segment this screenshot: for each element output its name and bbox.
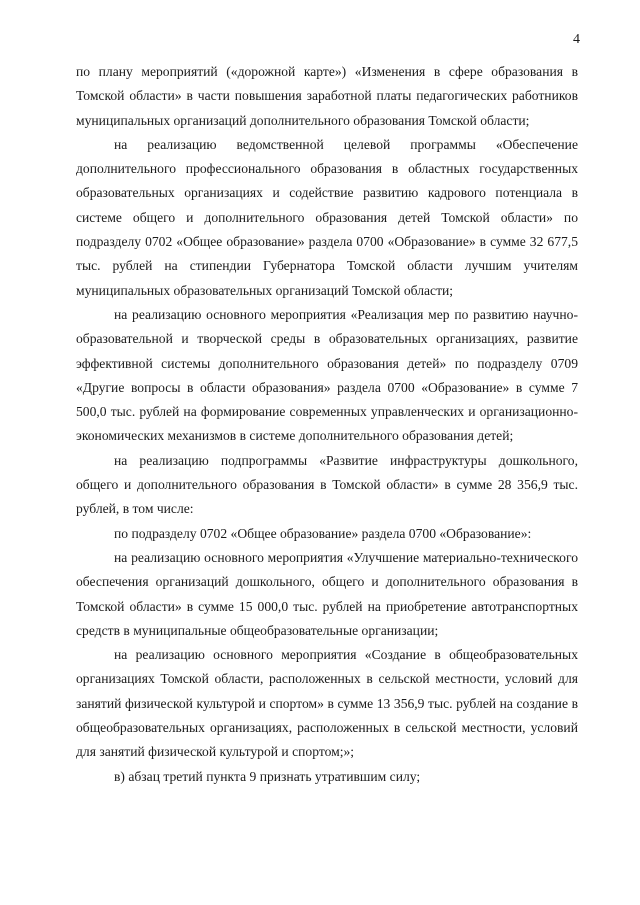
paragraph-subsection-0702: по подразделу 0702 «Общее образование» раздела 0700 «Образование»: — [114, 525, 532, 541]
paragraph-creative-environment: на реализацию основного мероприятия «Реализация мер по развитию научно-образовательной и творческой среды в образовательных организациях, развитие эффективной системы дополнительного образования детей» по подразделу 0709 «Другие вопросы в области образования» раздела 0700 «Образование» в сумме 7 500,0 тыс. рублей на формирование современных управленческих и организационно-экономических механизмов в системе дополнительного образования детей; — [76, 306, 578, 444]
paragraph-rural-sports: на реализацию основного мероприятия «Создание в общеобразовательных организациях Томской области, расположенных в сельской местности, условий для занятий физической культурой и спортом» в сумме 13 356,9 тыс. рублей на создание в общеобразовательных организациях, расположенных в сельской местности, условий для занятий физической культурой и спортом;»; — [76, 647, 578, 760]
paragraph-item-9-repeal: в) абзац третий пункта 9 признать утратившим силу; — [114, 768, 421, 784]
document-body — [76, 60, 578, 789]
paragraph-pay-raise: по плану мероприятий («дорожной карте») «Изменения в сфере образования в Томской области» в части повышения заработной платы педагогических работников муниципальных организаций дополнительного образования Томской области; — [76, 64, 578, 128]
paragraph-departmental-program: на реализацию ведомственной целевой программы «Обеспечение дополнительного профессионального образования в областных государственных образовательных организациях и содействие развитию кадрового потенциала в системе общего и дополнительного образования детей Томской области» по подразделу 0702 «Общее образование» раздела 0700 «Образование» в сумме 32 677,5 тыс. рублей на стипендии Губернатора Томской области лучшим учителям муниципальных образовательных организаций Томской области; — [76, 136, 578, 298]
paragraph-material-support: на реализацию основного мероприятия «Улучшение материально-технического обеспечения организаций дошкольного, общего и дополнительного образования в Томской области» в сумме 15 000,0 тыс. рублей на приобретение автотранспортных средств в муниципальные общеобразовательные организации; — [76, 549, 578, 638]
page-number: 4 — [573, 32, 580, 47]
paragraph-infrastructure-subprogram: на реализацию подпрограммы «Развитие инфраструктуры дошкольного, общего и дополнительного образования в Томской области» в сумме 28 356,9 тыс. рублей, в том числе: — [76, 452, 578, 517]
